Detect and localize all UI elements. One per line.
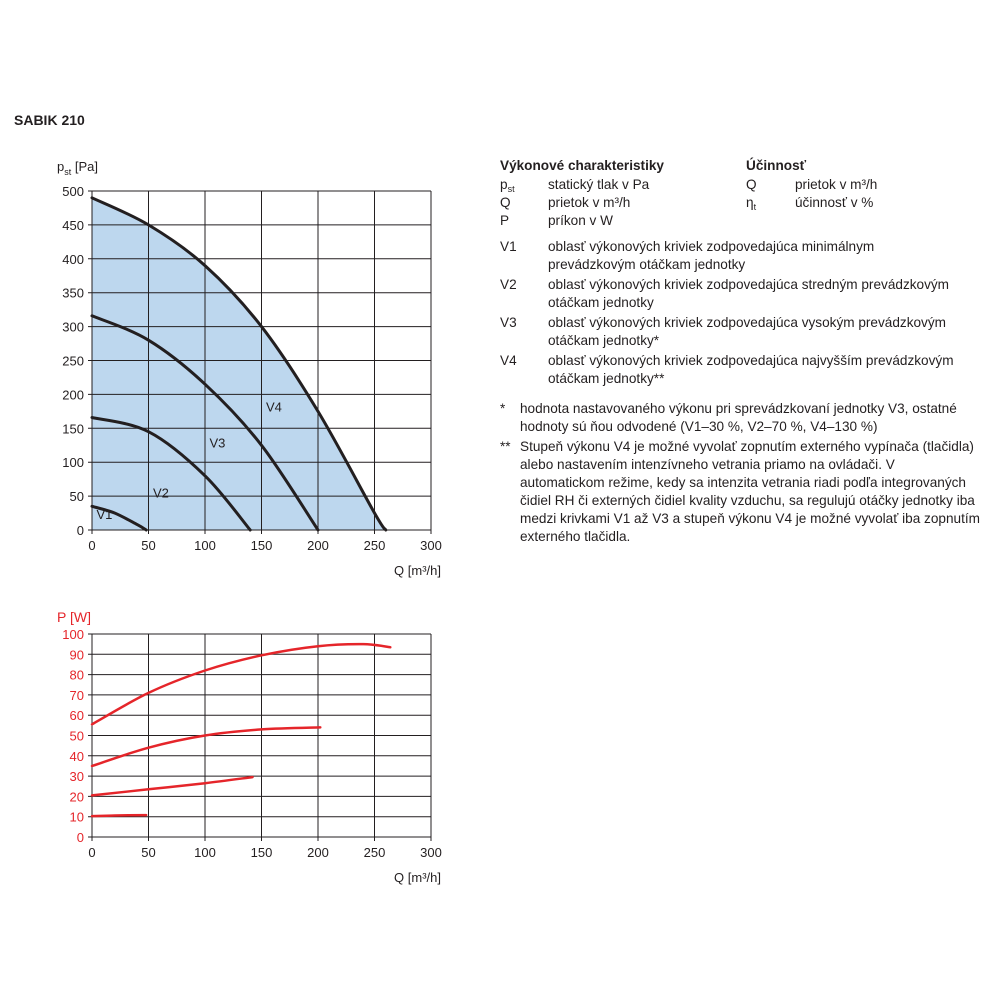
series-line <box>92 644 390 724</box>
series-label: V3 <box>209 435 226 451</box>
y-tick-label: 100 <box>62 627 84 642</box>
y-tick-label: 30 <box>69 769 84 785</box>
legend-heading-performance: Výkonové charakteristiky <box>500 158 664 173</box>
x-tick-label: 0 <box>88 538 96 553</box>
y-axis-label: P [W] <box>57 609 91 625</box>
x-axis-label: Q [m³/h] <box>394 563 441 578</box>
speed-text: oblasť výkonových kriviek zodpovedajúca minimálnym prevádzkovým otáčkam jednotky <box>548 239 875 272</box>
speed-symbol: V3 <box>500 315 517 330</box>
speed-def-row <box>500 352 980 388</box>
y-tick-label: 300 <box>62 319 84 335</box>
legend-symbol: $\eta_t$ <box>746 195 757 212</box>
footnote-marker: * <box>500 401 506 416</box>
legend-text: príkon v W <box>548 213 613 228</box>
x-tick-label: 100 <box>194 845 216 860</box>
x-tick-label: 50 <box>141 845 156 860</box>
speed-definitions <box>500 238 980 388</box>
y-tick-label: 150 <box>62 421 84 437</box>
speed-symbol: V1 <box>500 239 517 254</box>
y-tick-label: 70 <box>69 687 84 703</box>
y-tick-label: 350 <box>62 285 84 301</box>
footnote-row <box>500 400 980 436</box>
legend-text: prietok v m³/h <box>795 177 878 192</box>
y-tick-label: 20 <box>69 789 84 805</box>
legend-heading-efficiency: Účinnosť <box>746 158 807 173</box>
y-tick-label: 250 <box>62 353 84 369</box>
y-axis-label: $p_{st}$ [Pa] <box>57 159 98 177</box>
x-tick-label: 250 <box>363 538 386 553</box>
y-tick-label: 0 <box>76 523 84 538</box>
speed-symbol: V2 <box>500 277 517 292</box>
legend-text: prietok v m³/h <box>548 195 631 210</box>
y-tick-label: 90 <box>69 647 84 663</box>
x-axis-label: Q [m³/h] <box>394 870 441 885</box>
speed-def-row <box>500 238 980 274</box>
series-line <box>92 815 146 816</box>
speed-text: oblasť výkonových kriviek zodpovedajúca najvyšším prevádzkovým otáčkam jednotky** <box>548 353 954 386</box>
y-tick-label: 200 <box>62 387 84 403</box>
chart-area-fill <box>92 198 386 530</box>
y-tick-label: 400 <box>62 251 84 267</box>
speed-text: oblasť výkonových kriviek zodpovedajúca stredným prevádzkovým otáčkam jednotky <box>548 277 950 310</box>
legend-text: účinnosť v % <box>795 195 874 210</box>
x-tick-label: 100 <box>194 538 216 553</box>
series-line <box>92 777 253 795</box>
x-tick-label: 150 <box>250 538 273 553</box>
footnote-row <box>500 438 980 546</box>
speed-text: oblasť výkonových kriviek zodpovedajúca vysokým prevádzkovým otáčkam jednotky* <box>548 315 946 348</box>
legend-symbol: P <box>500 213 510 228</box>
x-tick-label: 300 <box>420 845 442 860</box>
series-label: V2 <box>153 485 169 501</box>
page-title: SABIK 210 <box>14 112 85 128</box>
legend-text: statický tlak v Pa <box>548 177 650 192</box>
legend-symbol: $p_{st}$ <box>500 177 515 194</box>
footnote-text: hodnota nastavovaného výkonu pri sprevádzkovaní jednotky V3, ostatné hodnoty sú ňou odvodené (V1–30 %, V2–70 %, V4–130 %) <box>520 401 957 434</box>
y-tick-label: 40 <box>69 748 84 764</box>
footnote-text: Stupeň výkonu V4 je možné vyvolať zopnutím externého vypínača (tlačidla) alebo nastavením intenzívneho vetrania priamo na ovládači. V automatickom režime, kedy sa intenzita vetrania riadi podľa integrovaných čidiel RH či externých čidiel kvality vzduchu, sa regulujú otáčky jednotky iba medzi krivkami V1 až V3 a stupeň výkonu V4 je možné vyvolať iba zopnutím externého tlačidla. <box>520 439 980 544</box>
x-tick-label: 250 <box>363 845 386 860</box>
legend-def-row <box>500 212 980 230</box>
y-tick-label: 500 <box>62 184 84 199</box>
legend-def-row <box>500 176 980 194</box>
x-tick-label: 0 <box>88 845 96 860</box>
y-tick-label: 50 <box>69 728 84 744</box>
x-tick-label: 200 <box>307 845 329 860</box>
y-tick-label: 80 <box>69 667 84 683</box>
y-tick-label: 10 <box>69 809 84 825</box>
speed-def-row <box>500 276 980 312</box>
speed-def-row <box>500 314 980 350</box>
y-tick-label: 0 <box>76 830 84 845</box>
legend-symbol: Q <box>746 177 757 192</box>
footnotes <box>500 400 980 546</box>
legend-panel <box>500 157 980 548</box>
x-tick-label: 50 <box>141 538 156 553</box>
x-tick-label: 150 <box>250 845 273 860</box>
legend-symbol: Q <box>500 195 511 210</box>
y-tick-label: 60 <box>69 708 84 724</box>
y-tick-label: 50 <box>69 489 84 505</box>
footnote-marker: ** <box>500 439 511 454</box>
series-label: V1 <box>96 507 113 523</box>
x-tick-label: 200 <box>307 538 329 553</box>
y-tick-label: 100 <box>62 455 84 471</box>
series-label: V4 <box>266 399 282 415</box>
x-tick-label: 300 <box>420 538 442 553</box>
speed-symbol: V4 <box>500 353 517 368</box>
legend-headings <box>500 157 980 175</box>
series-line <box>92 727 320 766</box>
y-tick-label: 450 <box>62 217 84 233</box>
legend-def-row <box>500 194 980 212</box>
